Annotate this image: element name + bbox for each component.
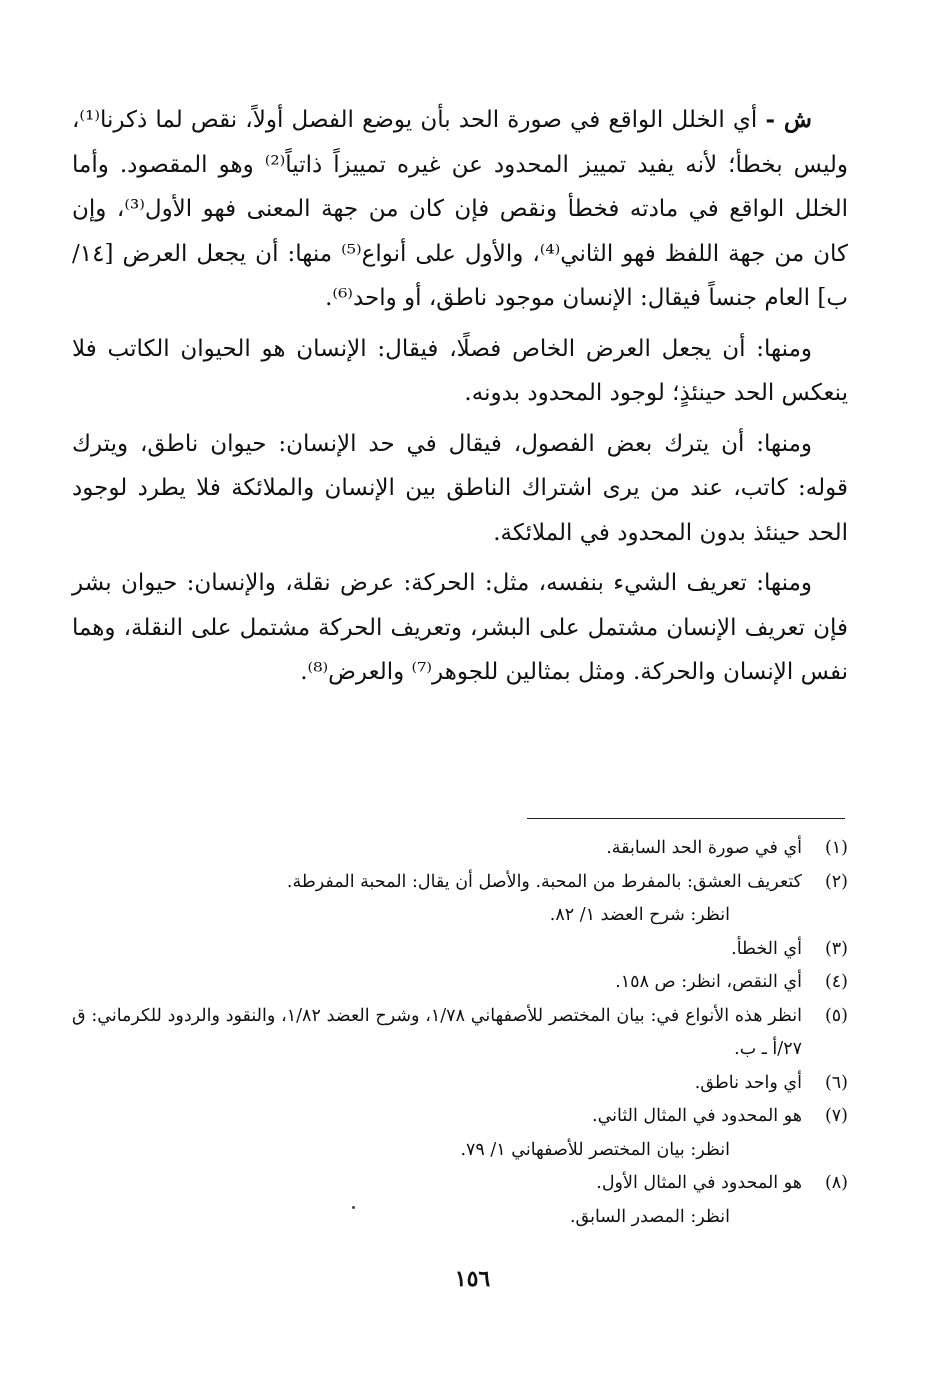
footnote-number: (١) — [824, 838, 848, 858]
footnote-number: (٧) — [824, 1106, 848, 1126]
footnote-7-continuation — [72, 1134, 848, 1168]
footnote-1 — [72, 832, 848, 866]
footnote-text: انظر: بيان المختصر للأصفهاني ١/ ٧٩. — [460, 1139, 730, 1160]
footnote-number: (٢) — [824, 871, 848, 892]
footnote-divider — [527, 818, 845, 819]
footnote-text: انظر: المصدر السابق. — [569, 1206, 730, 1227]
footnote-6 — [72, 1067, 848, 1101]
footnote-number: (٣) — [824, 938, 848, 959]
footnote-text: هو المحدود في المثال الأول. — [596, 1173, 802, 1193]
footnote-5 — [72, 1000, 848, 1067]
paragraph-1 — [72, 98, 848, 321]
commentary-marker: ش - — [765, 106, 812, 133]
footnote-8 — [72, 1167, 848, 1201]
paragraph-2: ومنها: أن يجعل العرض الخاص فصلًا، فيقال: الإنسان هو الحيوان الكاتب فلا ينعكس الحد حينئذٍ؛ لوجود المحدود بدونه. — [72, 335, 848, 406]
footnote-number: (٥) — [824, 1005, 848, 1026]
page-number: ١٥٦ — [454, 1266, 491, 1292]
paragraph-3: ومنها: أن يترك بعض الفصول، فيقال في حد الإنسان: حيوان ناطق، ويترك قوله: كاتب، عند من يرى اشتراك الناطق بين الإنسان والملائكة فلا يطرد لوجود الحد حينئذ بدون المحدود في الملائكة. — [72, 430, 848, 546]
footnote-2 — [72, 866, 848, 900]
footnote-number: (٨) — [824, 1173, 848, 1193]
footnote-text: أي الخطأ. — [731, 938, 802, 959]
footnote-3 — [72, 933, 848, 967]
footnote-text: أي واحد ناطق. — [694, 1072, 802, 1093]
footnote-text: أي النقص، انظر: ص ١٥٨. — [615, 972, 802, 992]
footnote-text: هو المحدود في المثال الثاني. — [592, 1106, 802, 1126]
footnote-number: (٦) — [824, 1072, 848, 1093]
paragraph-1-text: أي الخلل الواقع في صورة الحد بأن يوضع الفصل أولاً، نقص لما ذكرنا⁽¹⁾، وليس بخطأ؛ لأنه يفيد تمييز المحدود عن غيره تمييزاً ذاتياً⁽²⁾ وهو المقصود. وأما الخلل الواقع في مادته فخطأ ونقص فإن كان من جهة المعنى فهو الأول⁽³⁾، وإن كان من جهة اللفظ فهو الثاني⁽⁴⁾، والأول على أنواع⁽⁵⁾ منها: أن يجعل العرض [١٤/ب] العام جنساً فيقال: الإنسان موجود ناطق، أو واحد⁽⁶⁾. — [72, 107, 848, 311]
footnote-text: انظر هذه الأنواع في: بيان المختصر للأصفهاني ١/٧٨، وشرح العضد ١/٨٢، والنقود والردود للكرماني: ق ٢٧/أ ـ ب. — [72, 1005, 802, 1059]
footnote-text: انظر: شرح العضد ١/ ٨٢. — [549, 905, 730, 925]
footnote-text: كتعريف العشق: بالمفرط من المحبة. والأصل أن يقال: المحبة المفرطة. — [286, 871, 802, 892]
main-text — [72, 98, 848, 701]
paragraph-4: ومنها: تعريف الشيء بنفسه، مثل: الحركة: عرض نقلة، والإنسان: حيوان بشر فإن تعريف الإنسان مشتمل على البشر، وتعريف الحركة مشتمل على النقلة، وهما نفس الإنسان والحركة. ومثل بمثالين للجوهر⁽⁷⁾ والعرض⁽⁸⁾. — [72, 570, 848, 685]
stray-mark — [352, 1206, 355, 1209]
footnote-7 — [72, 1100, 848, 1134]
footnote-number: (٤) — [824, 972, 848, 992]
footnotes — [72, 832, 848, 1234]
footnote-8-continuation — [72, 1201, 848, 1235]
footnote-2-continuation — [72, 899, 848, 933]
footnote-4 — [72, 966, 848, 1000]
footnote-text: أي في صورة الحد السابقة. — [606, 838, 802, 858]
